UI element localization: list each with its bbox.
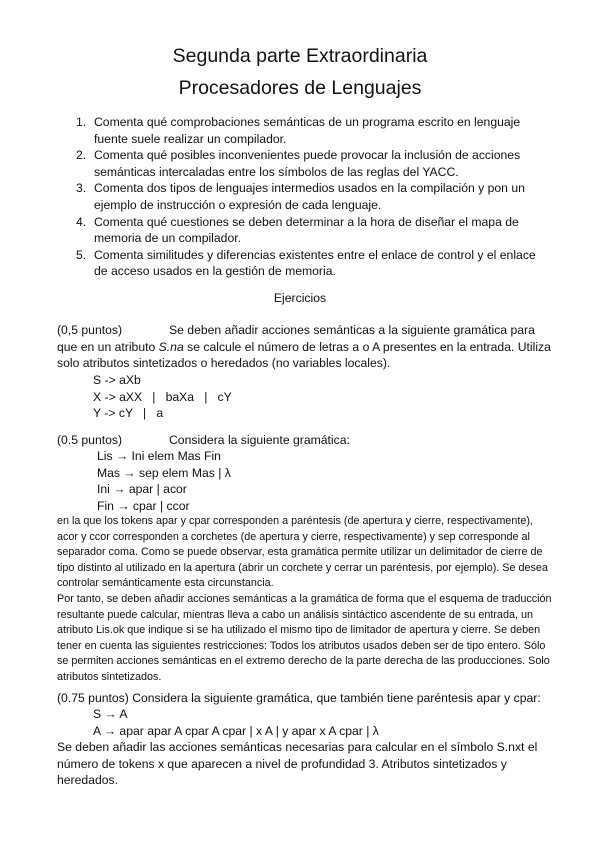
grammar-rule: A → apar apar A cpar A cpar | x A | y apar x A cpar | λ xyxy=(93,723,379,738)
exercises-heading: Ejercicios xyxy=(273,291,327,305)
question-text: Comenta qué posibles inconvenientes puede provocar la inclusión de acciones semánticas intercaladas entre los símbolos de las reglas del YACC. xyxy=(94,148,521,179)
exercise-1-attribute: S.na xyxy=(158,339,184,354)
question-number: 1. xyxy=(76,115,87,129)
exercise-1-statement xyxy=(57,322,557,372)
grammar-rule: Lis → Ini elem Mas Fin xyxy=(97,449,221,463)
question-item xyxy=(76,247,536,280)
exercise-1-text: Se deben añadir acciones semánticas a la siguiente gramática para que en un atributo xyxy=(57,323,535,354)
exercise-2-statement xyxy=(57,432,557,449)
grammar-rule: Ini → apar | acor xyxy=(97,482,187,497)
exercise-2-body-cont: Por tanto, se deben añadir acciones semánticas a la gramática de forma que el esquema de traducción resultante puede calcular, mientras lleva a cabo un análisis sintáctico ascendente de su entrada, un atributo Lis.ok que indique si se ha utilizado el mismo tipo de limitador de apertura y cierre. Se deben tener en cuenta las siguientes restricciones: Todos los atributos usados deben ser de tipo entero. Sólo se permiten acciones semánticas en el extremo derecho de la parte derecha de las producciones. Solo atributos sintetizados. xyxy=(57,593,552,683)
grammar-rule: Fin → cpar | ccor xyxy=(97,498,190,513)
grammar-rule: Mas → sep elem Mas | λ xyxy=(97,465,231,480)
exam-subtitle: Procesadores de Lenguajes xyxy=(178,77,422,99)
exercise-1-points: (0,5 puntos) xyxy=(57,323,123,337)
exercise-3-statement: (0.75 puntos) Considera la siguiente gramática, que también tiene paréntesis apar y cpar: xyxy=(57,691,541,705)
question-item xyxy=(76,214,536,247)
grammar-rule: X -> aXX | baXa | cY xyxy=(93,389,232,404)
exercise-1-grammar xyxy=(93,372,232,422)
theory-questions-list xyxy=(76,114,536,280)
exercise-2-grammar xyxy=(97,448,231,514)
question-item xyxy=(76,114,536,147)
question-number: 4. xyxy=(76,214,87,229)
exercise-3-grammar xyxy=(93,706,379,739)
question-item xyxy=(76,147,536,180)
grammar-rule: S → A xyxy=(93,707,128,721)
grammar-rule: S -> aXb xyxy=(93,373,141,387)
exam-title: Segunda parte Extraordinaria xyxy=(172,45,428,67)
exercise-2-points: (0.5 puntos) xyxy=(57,433,123,447)
question-text: Comenta qué comprobaciones semánticas de un programa escrito en lenguaje fuente suele realizar un compilador. xyxy=(94,115,521,146)
question-number: 5. xyxy=(76,247,87,262)
question-text: Comenta similitudes y diferencias existentes entre el enlace de control y el enlace de acceso usados en la gestión de memoria. xyxy=(94,247,536,279)
question-number: 3. xyxy=(76,181,87,196)
question-item xyxy=(76,180,536,213)
exercise-3-body: Se deben añadir las acciones semánticas necesarias para calcular en el símbolo S.nxt el número de tokens x que aparecen a nivel de profundidad 3. Atributos sintetizados y heredados. xyxy=(57,740,538,788)
exercise-1-text-cont: se calcule el número de letras a o A presentes en la entrada. Utiliza solo atributos sintetizados o heredados (no variables locales). xyxy=(57,339,551,371)
exercise-2-body: en la que los tokens apar y cpar corresponden a paréntesis (de apertura y cierre, respectivamente), acor y ccor corresponden a corchetes (de apertura y cierre, respectivamente) y sep corresponde al separador coma. Como se puede observar, esta gramática permite utilizar un delimitador de cierre de tipo distinto al utilizado en la apertura (abrir un corchete y cerrar un paréntesis, por ejemplo). Se desea controlar semánticamente esta circunstancia. xyxy=(57,515,548,590)
grammar-rule: Y -> cY | a xyxy=(93,406,164,421)
question-number: 2. xyxy=(76,148,87,163)
exercise-2-intro: Considera la siguiente gramática: xyxy=(169,433,350,447)
question-text: Comenta dos tipos de lenguajes intermedios usados en la compilación y pon un ejemplo de instrucción o expresión de cada lenguaje. xyxy=(94,181,525,212)
question-text: Comenta qué cuestiones se deben determinar a la hora de diseñar el mapa de memoria de un compilador. xyxy=(94,214,519,246)
